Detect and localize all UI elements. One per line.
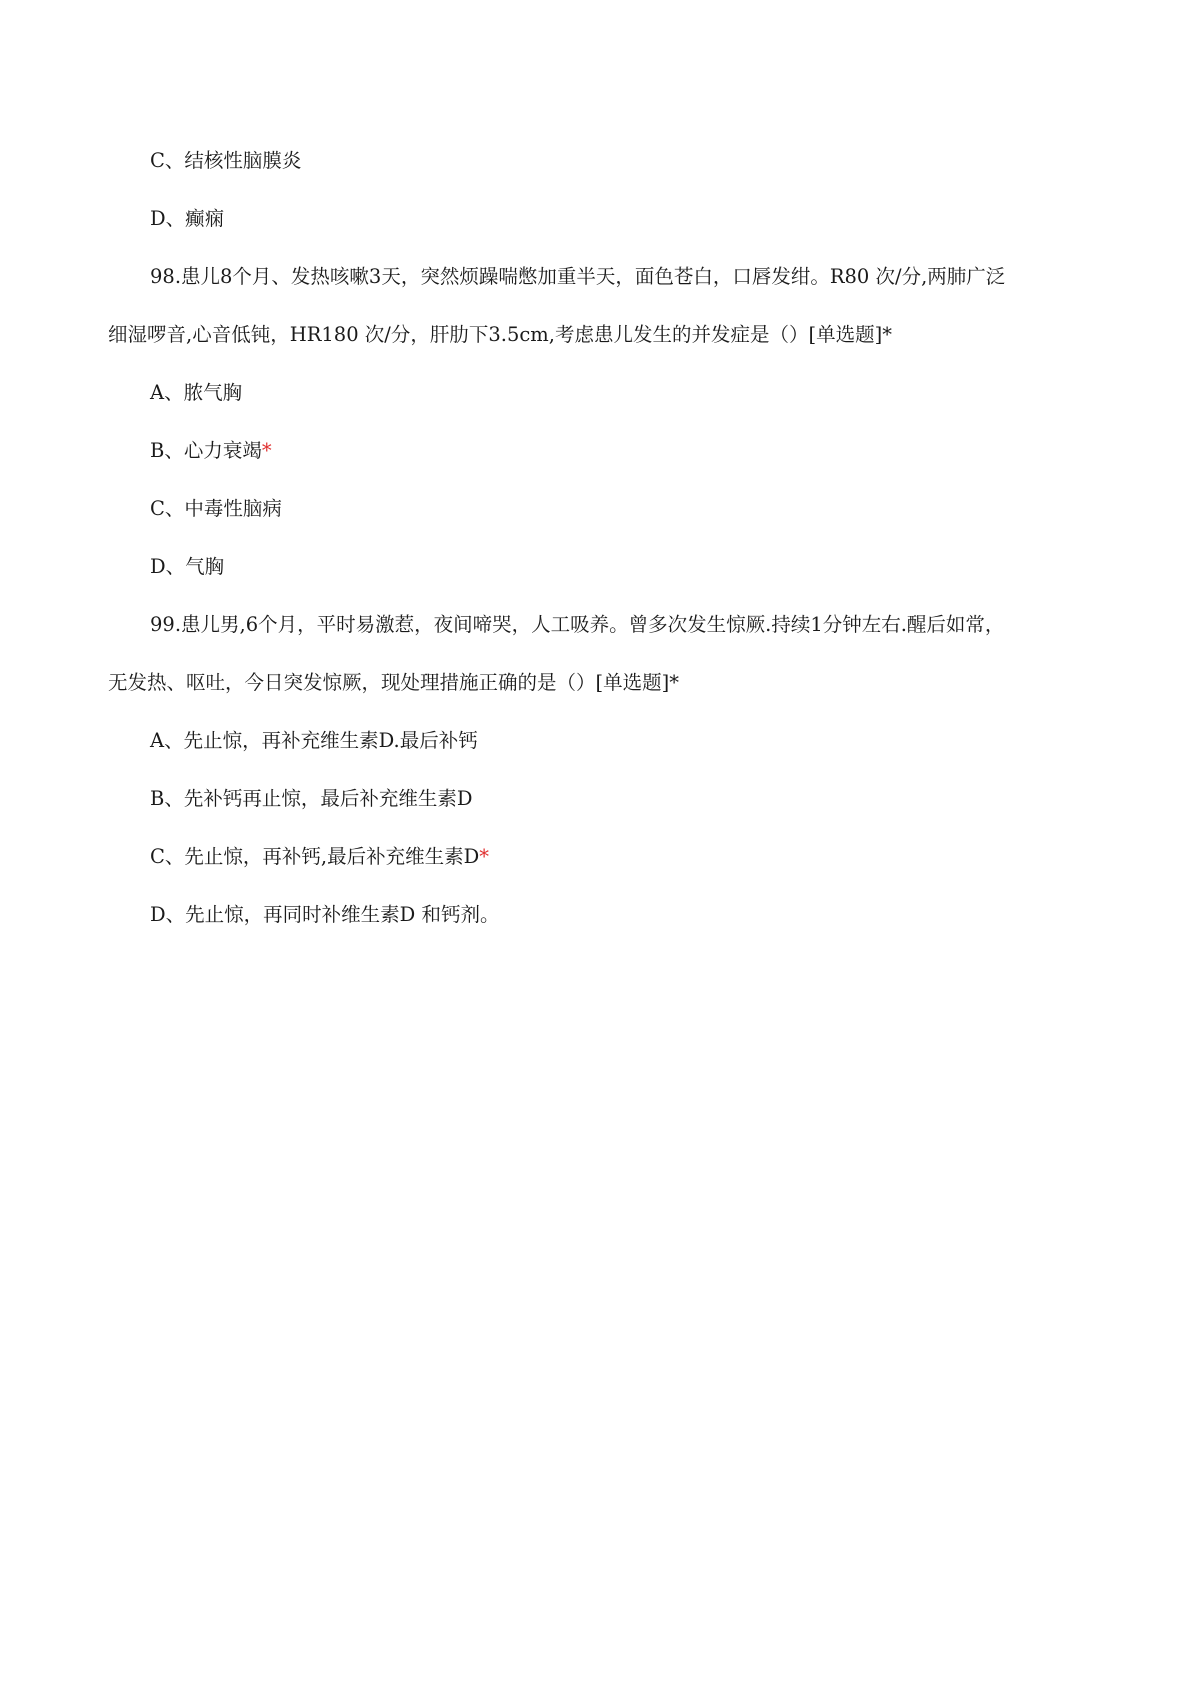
question-98-option-a: [150, 380, 242, 406]
option-text: D、先止惊，再同时补维生素D 和钙剂。: [150, 903, 500, 926]
question-99-option-d: [150, 902, 499, 928]
option-text: B、先补钙再止惊，最后补充维生素D: [150, 787, 473, 810]
option-text: C、先止惊，再补钙,最后补充维生素D: [150, 845, 480, 868]
question-99-option-a: [150, 728, 478, 754]
question-98-option-d: [150, 554, 224, 580]
question-99-option-c: [150, 844, 489, 870]
option-text: D、气胸: [150, 555, 225, 578]
question-98-stem-line1: 98.患儿8个月、发热咳嗽3天，突然烦躁喘憋加重半天，面色苍白，口唇发绀。R80 次/分,两肺广泛: [150, 265, 1006, 288]
option-text: A、先止惊，再补充维生素D.最后补钙: [150, 729, 478, 752]
option-d-prev: [150, 206, 224, 232]
question-99-stem-line1: 99.患儿男,6个月，平时易激惹，夜间啼哭，人工吸养。曾多次发生惊厥.持续1分钟左右.醒后如常，: [150, 613, 1005, 636]
option-text: C、结核性脑膜炎: [150, 149, 302, 172]
question-98-stem-line2: 细湿啰音,心音低钝，HR180 次/分，肝肋下3.5cm,考虑患儿发生的并发症是（）[单选题]*: [108, 323, 892, 346]
option-text: A、脓气胸: [150, 381, 243, 404]
question-99-option-b: [150, 786, 472, 812]
correct-answer-mark: *: [261, 439, 272, 462]
option-c-prev: [150, 148, 301, 174]
correct-answer-mark: *: [479, 845, 490, 868]
question-98-option-b: [150, 438, 272, 464]
option-text: D、癫痫: [150, 207, 225, 230]
option-text: C、中毒性脑病: [150, 497, 282, 520]
option-text: B、心力衰竭: [150, 439, 262, 462]
question-99-stem-line2: 无发热、呕吐，今日突发惊厥，现处理措施正确的是（）[单选题]*: [108, 671, 679, 694]
question-98-option-c: [150, 496, 282, 522]
